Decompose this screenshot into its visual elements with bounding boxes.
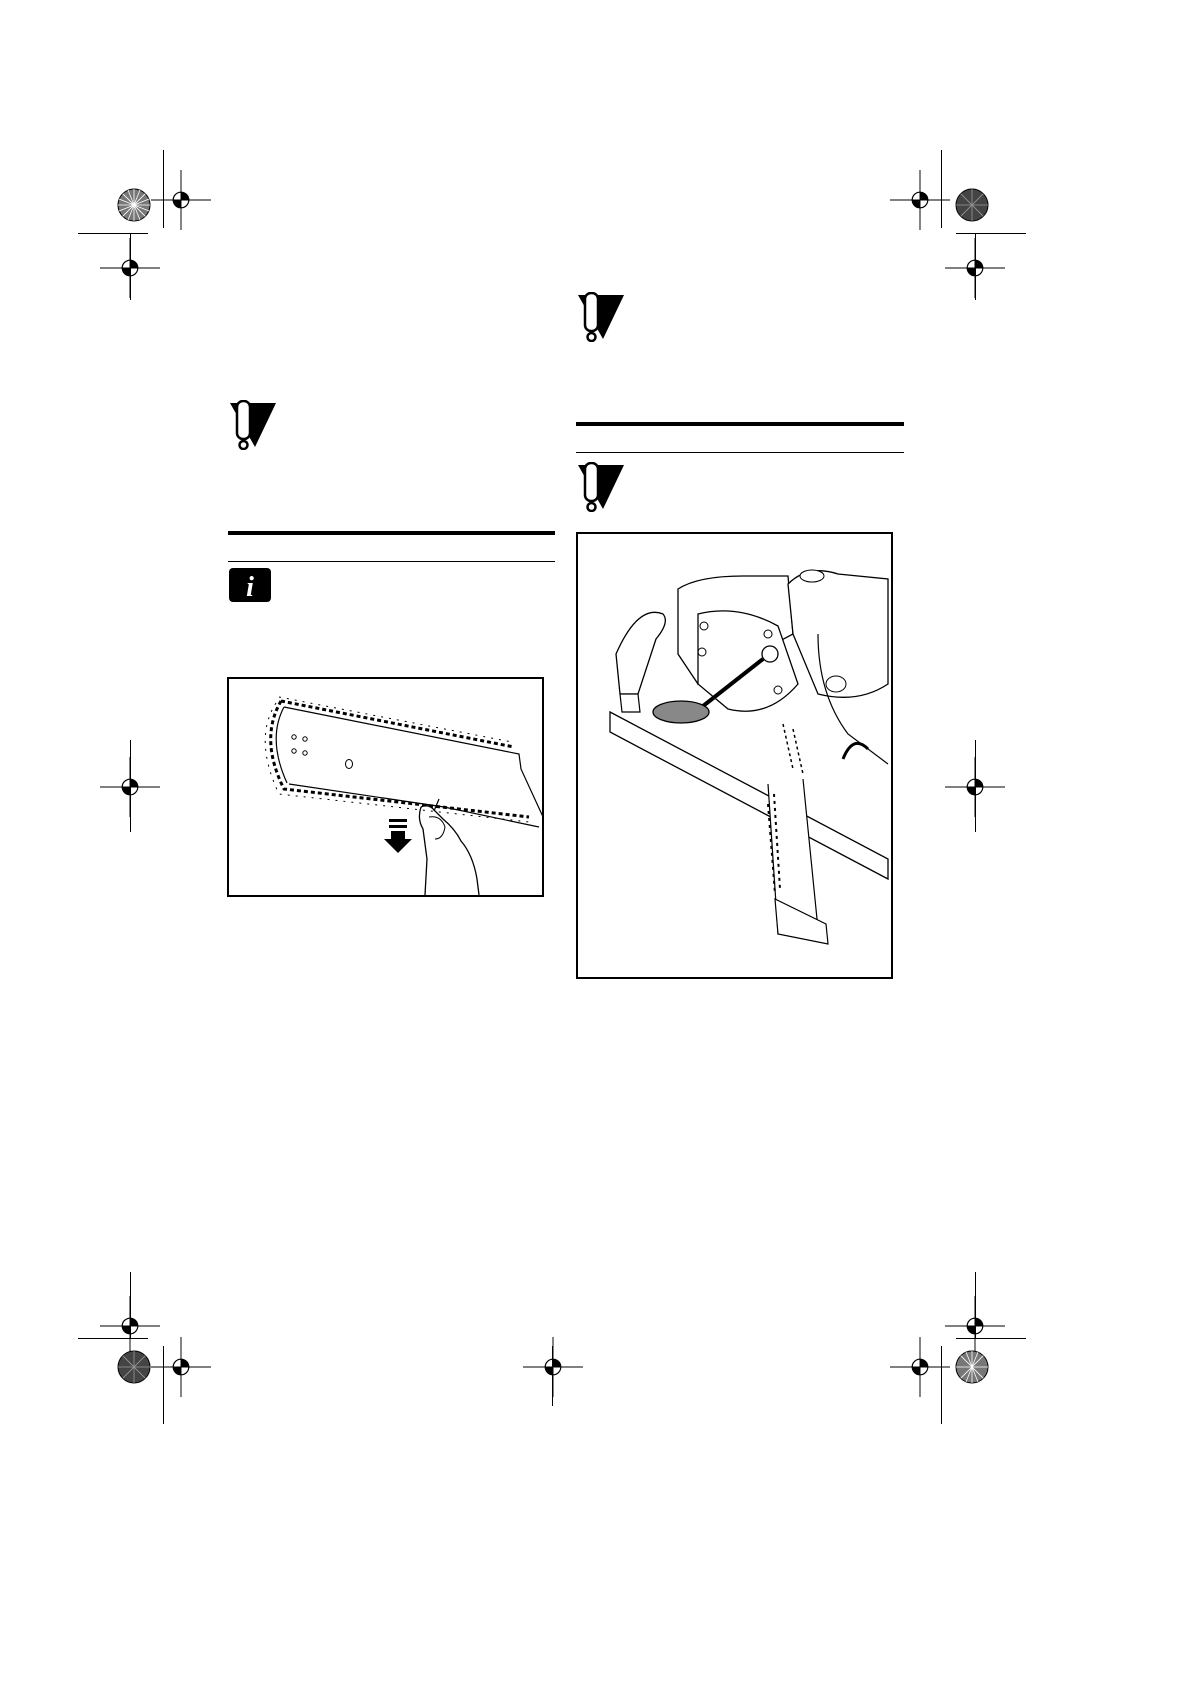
crop-mark-icon [130,234,131,300]
crop-mark-icon [975,1272,976,1338]
color-calibration-icon [955,1350,989,1384]
crop-mark-icon [130,1272,131,1338]
color-calibration-icon [955,188,989,222]
crop-mark-icon [941,150,942,228]
crop-mark-icon [78,233,148,234]
crop-mark-icon [975,740,976,832]
crop-mark-icon [78,1338,148,1339]
crop-mark-icon [956,1338,1026,1339]
registration-mark-icon [151,1337,211,1397]
warning-icon [228,400,278,450]
crop-mark-icon [130,740,131,832]
chain-bar-illustration [229,679,542,895]
figure-chain-tension-check [227,677,544,897]
crop-mark-icon [941,1346,942,1424]
crop-mark-icon [975,234,976,300]
registration-mark-icon [151,170,211,230]
chainsaw-tensioner-illustration [578,534,891,977]
crop-mark-icon [552,1346,553,1406]
crop-mark-icon [163,1346,164,1424]
warning-icon [576,462,626,512]
figure-chain-tensioner [576,532,893,979]
crop-mark-icon [956,233,1026,234]
warning-icon [576,292,626,342]
color-calibration-icon [117,1350,151,1384]
info-icon [228,567,272,603]
svg-text:i: i [246,572,254,603]
section-rule-thin [228,561,555,562]
color-calibration-icon [117,188,151,222]
section-rule-thick [576,422,904,426]
registration-mark-icon [508,1337,598,1397]
section-rule-thick [228,531,555,535]
down-arrow-icon [384,831,412,853]
crop-mark-icon [163,150,164,228]
section-rule-thin [576,452,904,453]
